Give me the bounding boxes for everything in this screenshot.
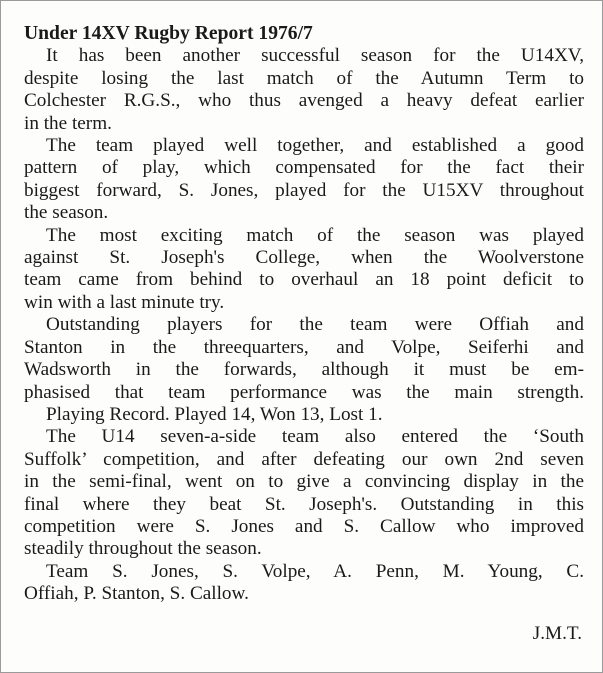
paragraph-3-line-1: The most exciting match of the season was played (46, 224, 584, 246)
paragraph-4-line-1: Outstanding players for the team were Offiah and (46, 314, 584, 336)
paragraph-4-line-3: Wadsworth in the forwards, although it must be em- (24, 359, 584, 381)
paragraph-6-line-2: Suffolk’ competition, and after defeating our own 2nd seven (24, 448, 584, 470)
paragraph-3-line-2: against St. Joseph's College, when the Woolverstone (24, 247, 584, 269)
rugby-report (24, 23, 584, 645)
author-initials: J.M.T. (532, 622, 582, 644)
paragraph-1-line-4: in the term. (24, 112, 112, 134)
paragraph-2-line-1: The team played well together, and established a good (46, 135, 584, 157)
paragraph-3-line-4: win with a last minute try. (24, 291, 225, 313)
paragraph-6-line-5: competition were S. Jones and S. Callow who improved (24, 515, 584, 537)
paragraph-1-line-3: Colchester R.G.S., who thus avenged a heavy defeat earlier (24, 90, 584, 112)
report-title: Under 14XV Rugby Report 1976/7 (24, 23, 313, 44)
paragraph-2-line-4: the season. (24, 202, 109, 224)
paragraph-6-line-1: The U14 seven-a-side team also entered the ‘South (46, 426, 584, 448)
paragraph-3-line-3: team came from behind to overhaul an 18 point deficit to (24, 269, 584, 291)
paragraph-4-line-2: Stanton in the threequarters, and Volpe, Seiferhi and (24, 336, 584, 358)
playing-record-line: Playing Record. Played 14, Won 13, Lost 1. (46, 403, 383, 425)
paragraph-4-line-4: phasised that team performance was the main strength. (24, 381, 584, 403)
paragraph-1-line-1: It has been another successful season for the U14XV, (46, 45, 584, 67)
team-line-1: Team S. Jones, S. Volpe, A. Penn, M. Young, C. (46, 560, 584, 582)
paragraph-2-line-3: biggest forward, S. Jones, played for the U15XV throughout (24, 179, 584, 201)
paragraph-1-line-2: despite losing the last match of the Autumn Term to (24, 67, 584, 89)
paragraph-6-line-3: in the semi-final, went on to give a convincing display in the (24, 471, 584, 493)
paragraph-2-line-2: pattern of play, which compensated for the fact their (24, 157, 584, 179)
team-line-2: Offiah, P. Stanton, S. Callow. (24, 583, 249, 605)
paragraph-6-line-6: steadily throughout the season. (24, 538, 262, 560)
paragraph-6-line-4: final where they beat St. Joseph's. Outstanding in this (24, 493, 584, 515)
